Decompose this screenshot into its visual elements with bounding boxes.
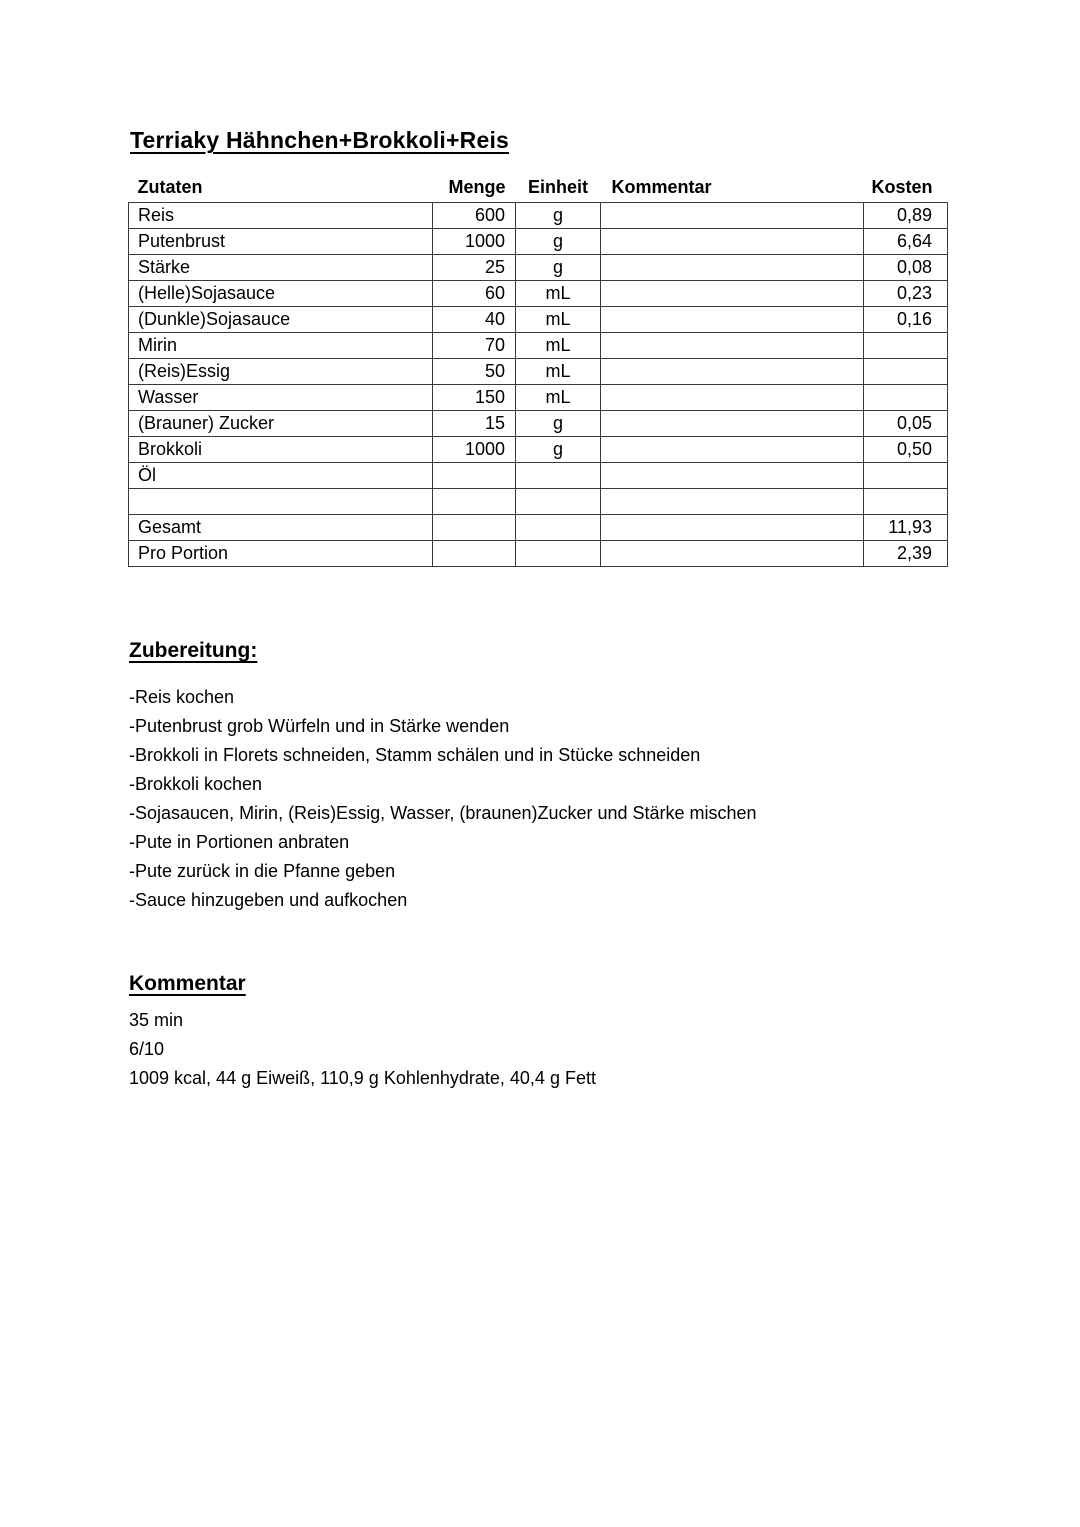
kommentar-heading: Kommentar	[129, 972, 246, 995]
ingredients-table	[128, 174, 948, 567]
cell-kosten: 11,93	[864, 514, 948, 540]
cell-menge: 50	[433, 358, 516, 384]
table-row	[129, 462, 948, 488]
cell-zutat: Wasser	[129, 384, 433, 410]
cell-menge	[433, 540, 516, 566]
zubereitung-heading: Zubereitung:	[129, 639, 258, 662]
cell-menge	[433, 462, 516, 488]
table-row	[129, 436, 948, 462]
zubereitung-step: -Brokkoli kochen	[129, 774, 263, 794]
cell-einheit: g	[516, 410, 601, 436]
cell-einheit	[516, 488, 601, 514]
table-row	[129, 280, 948, 306]
cell-kommentar	[601, 254, 864, 280]
table-header-row	[129, 174, 948, 202]
recipe-title: Terriaky Hähnchen+Brokkoli+Reis	[130, 127, 510, 153]
table-row	[129, 202, 948, 228]
cell-menge: 25	[433, 254, 516, 280]
cell-zutat: Reis	[129, 202, 433, 228]
zubereitung-step: -Pute in Portionen anbraten	[129, 832, 350, 852]
cell-kommentar	[601, 202, 864, 228]
zubereitung-step: -Sauce hinzugeben und aufkochen	[129, 890, 408, 910]
zubereitung-steps	[129, 683, 757, 915]
cell-menge: 15	[433, 410, 516, 436]
cell-kosten: 0,23	[864, 280, 948, 306]
cell-zutat: (Reis)Essig	[129, 358, 433, 384]
cell-kosten	[864, 384, 948, 410]
kommentar-line: 6/10	[129, 1039, 165, 1059]
cell-kosten	[864, 332, 948, 358]
header-kosten: Kosten	[871, 177, 933, 198]
cell-kosten	[864, 358, 948, 384]
cell-einheit: g	[516, 254, 601, 280]
cell-zutat: Pro Portion	[129, 540, 433, 566]
cell-kommentar	[601, 514, 864, 540]
cell-einheit: mL	[516, 306, 601, 332]
cell-zutat: (Dunkle)Sojasauce	[129, 306, 433, 332]
header-kommentar: Kommentar	[611, 177, 712, 198]
header-zutaten: Zutaten	[137, 177, 203, 198]
cell-menge	[433, 514, 516, 540]
cell-zutat: (Brauner) Zucker	[129, 410, 433, 436]
cell-kommentar	[601, 332, 864, 358]
cell-kommentar	[601, 410, 864, 436]
cell-zutat: Gesamt	[129, 514, 433, 540]
zubereitung-step: -Putenbrust grob Würfeln und in Stärke wenden	[129, 716, 510, 736]
cell-einheit	[516, 540, 601, 566]
cell-kosten	[864, 488, 948, 514]
cell-menge: 1000	[433, 436, 516, 462]
header-einheit: Einheit	[527, 177, 588, 198]
cell-menge: 150	[433, 384, 516, 410]
cell-einheit: g	[516, 436, 601, 462]
cell-menge: 1000	[433, 228, 516, 254]
cell-kommentar	[601, 436, 864, 462]
cell-zutat: Stärke	[129, 254, 433, 280]
cell-menge: 60	[433, 280, 516, 306]
table-row	[129, 306, 948, 332]
cell-zutat: Putenbrust	[129, 228, 433, 254]
cell-kosten: 0,50	[864, 436, 948, 462]
table-row	[129, 332, 948, 358]
cell-einheit: mL	[516, 280, 601, 306]
cell-einheit: g	[516, 202, 601, 228]
header-menge: Menge	[448, 177, 506, 198]
cell-zutat	[129, 488, 433, 514]
cell-kommentar	[601, 228, 864, 254]
cell-einheit: mL	[516, 358, 601, 384]
cell-menge: 600	[433, 202, 516, 228]
cell-kommentar	[601, 488, 864, 514]
cell-kosten: 0,16	[864, 306, 948, 332]
table-row	[129, 358, 948, 384]
cell-kosten: 0,89	[864, 202, 948, 228]
cell-einheit: g	[516, 228, 601, 254]
cell-kommentar	[601, 462, 864, 488]
cell-einheit	[516, 514, 601, 540]
cell-kommentar	[601, 358, 864, 384]
table-row	[129, 514, 948, 540]
cell-kommentar	[601, 540, 864, 566]
zubereitung-step: -Reis kochen	[129, 687, 235, 707]
cell-menge	[433, 488, 516, 514]
table-row	[129, 410, 948, 436]
cell-kosten: 6,64	[864, 228, 948, 254]
cell-menge: 40	[433, 306, 516, 332]
cell-einheit: mL	[516, 332, 601, 358]
cell-kosten: 0,08	[864, 254, 948, 280]
cell-zutat: Mirin	[129, 332, 433, 358]
kommentar-line: 1009 kcal, 44 g Eiweiß, 110,9 g Kohlenhydrate, 40,4 g Fett	[129, 1068, 596, 1088]
table-row	[129, 384, 948, 410]
cell-zutat: Öl	[129, 462, 433, 488]
cell-kommentar	[601, 280, 864, 306]
cell-zutat: (Helle)Sojasauce	[129, 280, 433, 306]
table-row	[129, 488, 948, 514]
cell-kosten	[864, 462, 948, 488]
cell-menge: 70	[433, 332, 516, 358]
table-row	[129, 540, 948, 566]
zubereitung-step: -Brokkoli in Florets schneiden, Stamm schälen und in Stücke schneiden	[129, 745, 701, 765]
cell-zutat: Brokkoli	[129, 436, 433, 462]
zubereitung-step: -Sojasaucen, Mirin, (Reis)Essig, Wasser, (braunen)Zucker und Stärke mischen	[129, 803, 757, 823]
cell-einheit: mL	[516, 384, 601, 410]
zubereitung-step: -Pute zurück in die Pfanne geben	[129, 861, 396, 881]
kommentar-section	[129, 1006, 596, 1093]
cell-kosten: 2,39	[864, 540, 948, 566]
cell-einheit	[516, 462, 601, 488]
table-row	[129, 228, 948, 254]
kommentar-line: 35 min	[129, 1010, 184, 1030]
table-row	[129, 254, 948, 280]
cell-kommentar	[601, 306, 864, 332]
cell-kommentar	[601, 384, 864, 410]
cell-kosten: 0,05	[864, 410, 948, 436]
